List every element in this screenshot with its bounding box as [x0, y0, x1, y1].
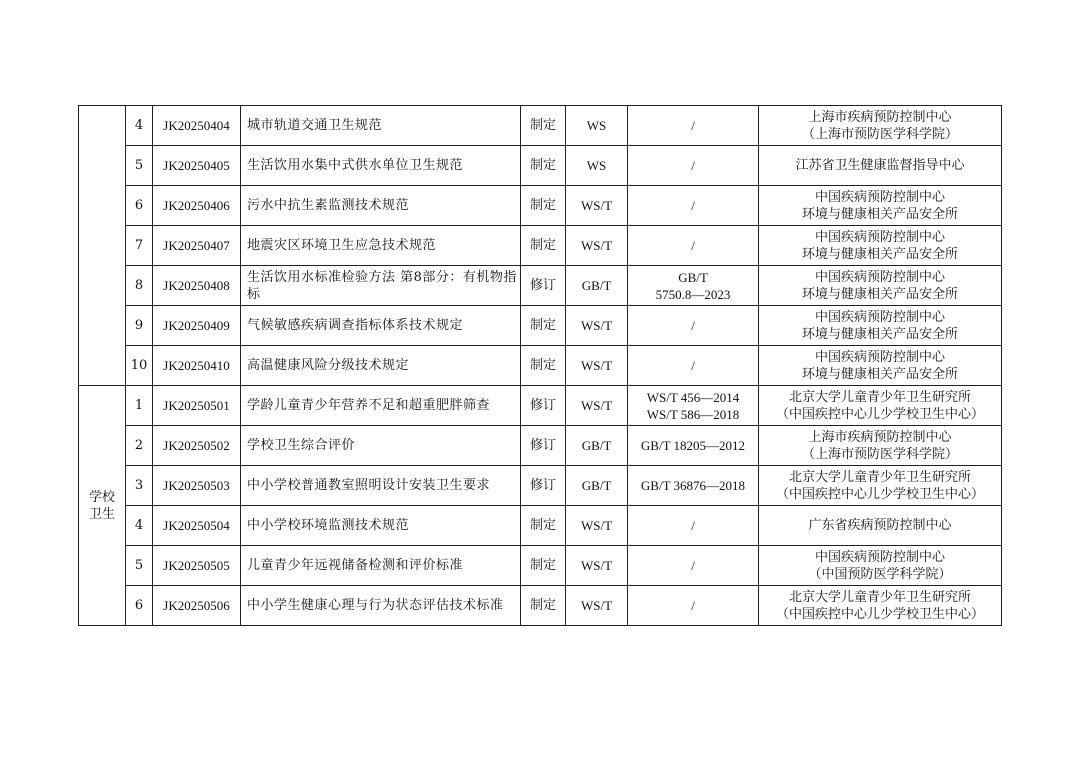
table-body: [79, 106, 1002, 626]
project-code: JK20250506: [153, 586, 241, 626]
revision-type: 制定: [521, 306, 566, 346]
organization-line: 环境与健康相关产品安全所: [801, 206, 958, 222]
replaced-standard: [628, 586, 759, 626]
standard-level: WS/T: [566, 506, 628, 546]
standard-name: 生活饮用水标准检验方法 第8部分：有机物指标: [241, 266, 521, 306]
replaced-standard-line: /: [691, 598, 695, 613]
replaced-standard: [628, 306, 759, 346]
standard-name: 中小学校普通教室照明设计安装卫生要求: [241, 466, 521, 506]
responsible-organization: [759, 266, 1002, 306]
organization-line: （中国疾控中心儿少学校卫生中心）: [775, 606, 984, 622]
replaced-standard-line: GB/T 36876—2018: [640, 478, 746, 493]
table-row: [79, 466, 1002, 506]
organization-line: 江苏省卫生健康监督指导中心: [795, 158, 965, 173]
project-code: JK20250501: [153, 386, 241, 426]
project-code: JK20250410: [153, 346, 241, 386]
responsible-organization: [759, 306, 1002, 346]
table-row: [79, 306, 1002, 346]
organization-line: 北京大学儿童青少年卫生研究所: [788, 469, 971, 485]
revision-type: 制定: [521, 546, 566, 586]
standard-name: 儿童青少年远视储备检测和评价标准: [241, 546, 521, 586]
project-code: JK20250503: [153, 466, 241, 506]
organization-line: （上海市预防医学科学院）: [801, 126, 958, 142]
revision-type: 制定: [521, 106, 566, 146]
replaced-standard-line: WS/T 586—2018: [646, 406, 740, 422]
responsible-organization: [759, 426, 1002, 466]
replaced-standard-line: GB/T 18205—2012: [640, 438, 746, 453]
standard-level: GB/T: [566, 266, 628, 306]
project-code: JK20250504: [153, 506, 241, 546]
table-row: [79, 146, 1002, 186]
replaced-standard-line: GB/T: [678, 269, 708, 285]
responsible-organization: [759, 506, 1002, 546]
organization-line: 广东省疾病预防控制中心: [808, 518, 952, 533]
organization-line: 中国疾病预防控制中心: [814, 269, 945, 285]
item-number: 4: [126, 106, 153, 146]
organization-line: 环境与健康相关产品安全所: [801, 326, 958, 342]
replaced-standard-line: /: [691, 558, 695, 573]
replaced-standard: [628, 466, 759, 506]
table-row: [79, 386, 1002, 426]
organization-line: 中国疾病预防控制中心: [814, 229, 945, 245]
replaced-standard: [628, 226, 759, 266]
category-cell: [79, 106, 126, 386]
project-code: JK20250502: [153, 426, 241, 466]
organization-line: 中国疾病预防控制中心: [814, 309, 945, 325]
standard-level: WS/T: [566, 346, 628, 386]
responsible-organization: [759, 386, 1002, 426]
replaced-standard-line: /: [691, 318, 695, 333]
item-number: 10: [126, 346, 153, 386]
organization-line: 中国疾病预防控制中心: [814, 189, 945, 205]
organization-line: （上海市预防医学科学院）: [801, 446, 958, 462]
standard-level: WS/T: [566, 186, 628, 226]
revision-type: 修订: [521, 386, 566, 426]
responsible-organization: [759, 106, 1002, 146]
replaced-standard: [628, 346, 759, 386]
item-number: 6: [126, 586, 153, 626]
project-code: JK20250409: [153, 306, 241, 346]
standard-level: WS: [566, 146, 628, 186]
organization-line: （中国疾控中心儿少学校卫生中心）: [775, 486, 984, 502]
replaced-standard-line: 5750.8—2023: [655, 286, 731, 302]
replaced-standard: [628, 266, 759, 306]
replaced-standard: [628, 106, 759, 146]
replaced-standard-line: /: [691, 198, 695, 213]
standard-name: 高温健康风险分级技术规定: [241, 346, 521, 386]
replaced-standard: [628, 186, 759, 226]
replaced-standard: [628, 426, 759, 466]
project-code: JK20250404: [153, 106, 241, 146]
organization-line: 环境与健康相关产品安全所: [801, 246, 958, 262]
responsible-organization: [759, 226, 1002, 266]
standard-name: 气候敏感疾病调查指标体系技术规定: [241, 306, 521, 346]
replaced-standard: [628, 546, 759, 586]
category-label-line: 学校: [88, 489, 115, 505]
organization-line: 环境与健康相关产品安全所: [801, 366, 958, 382]
organization-line: 中国疾病预防控制中心: [814, 349, 945, 365]
standard-name: 学校卫生综合评价: [241, 426, 521, 466]
standard-level: WS/T: [566, 226, 628, 266]
organization-line: （中国疾控中心儿少学校卫生中心）: [775, 406, 984, 422]
replaced-standard-line: WS/T 456—2014: [646, 389, 740, 405]
table-row: [79, 346, 1002, 386]
item-number: 8: [126, 266, 153, 306]
standard-name: 生活饮用水集中式供水单位卫生规范: [241, 146, 521, 186]
project-code: JK20250505: [153, 546, 241, 586]
revision-type: 修订: [521, 266, 566, 306]
table-row: [79, 506, 1002, 546]
organization-line: 上海市疾病预防控制中心: [808, 109, 952, 125]
standard-level: GB/T: [566, 466, 628, 506]
standards-table: [78, 105, 1002, 626]
item-number: 1: [126, 386, 153, 426]
project-code: JK20250406: [153, 186, 241, 226]
responsible-organization: [759, 466, 1002, 506]
project-code: JK20250405: [153, 146, 241, 186]
item-number: 2: [126, 426, 153, 466]
project-code: JK20250407: [153, 226, 241, 266]
revision-type: 制定: [521, 186, 566, 226]
responsible-organization: [759, 546, 1002, 586]
item-number: 9: [126, 306, 153, 346]
organization-line: 上海市疾病预防控制中心: [808, 429, 952, 445]
revision-type: 制定: [521, 226, 566, 266]
standard-level: WS/T: [566, 546, 628, 586]
category-cell: [79, 386, 126, 626]
item-number: 5: [126, 546, 153, 586]
standard-name: 城市轨道交通卫生规范: [241, 106, 521, 146]
replaced-standard: [628, 146, 759, 186]
item-number: 6: [126, 186, 153, 226]
item-number: 7: [126, 226, 153, 266]
revision-type: 制定: [521, 146, 566, 186]
responsible-organization: [759, 346, 1002, 386]
table-row: [79, 546, 1002, 586]
table-row: [79, 266, 1002, 306]
organization-line: 北京大学儿童青少年卫生研究所: [788, 389, 971, 405]
standard-name: 中小学校环境监测技术规范: [241, 506, 521, 546]
responsible-organization: [759, 146, 1002, 186]
responsible-organization: [759, 586, 1002, 626]
replaced-standard-line: /: [691, 118, 695, 133]
replaced-standard-line: /: [691, 518, 695, 533]
standard-level: WS/T: [566, 386, 628, 426]
item-number: 3: [126, 466, 153, 506]
item-number: 5: [126, 146, 153, 186]
standard-level: GB/T: [566, 426, 628, 466]
responsible-organization: [759, 186, 1002, 226]
organization-line: （中国预防医学科学院）: [808, 566, 952, 582]
revision-type: 制定: [521, 346, 566, 386]
organization-line: 北京大学儿童青少年卫生研究所: [788, 589, 971, 605]
standard-level: WS: [566, 106, 628, 146]
table-row: [79, 226, 1002, 266]
revision-type: 制定: [521, 506, 566, 546]
standard-name: 污水中抗生素监测技术规范: [241, 186, 521, 226]
revision-type: 修订: [521, 426, 566, 466]
standard-name: 地震灾区环境卫生应急技术规范: [241, 226, 521, 266]
standard-name: 学龄儿童青少年营养不足和超重肥胖筛查: [241, 386, 521, 426]
standard-level: WS/T: [566, 586, 628, 626]
replaced-standard-line: /: [691, 358, 695, 373]
item-number: 4: [126, 506, 153, 546]
organization-line: 环境与健康相关产品安全所: [801, 286, 958, 302]
project-code: JK20250408: [153, 266, 241, 306]
revision-type: 修订: [521, 466, 566, 506]
standard-name: 中小学生健康心理与行为状态评估技术标准: [241, 586, 521, 626]
replaced-standard-line: /: [691, 158, 695, 173]
table-row: [79, 426, 1002, 466]
organization-line: 中国疾病预防控制中心: [814, 549, 945, 565]
replaced-standard: [628, 386, 759, 426]
table-row: [79, 106, 1002, 146]
category-label-line: 卫生: [88, 506, 115, 522]
replaced-standard-line: /: [691, 238, 695, 253]
table-row: [79, 586, 1002, 626]
standard-level: WS/T: [566, 306, 628, 346]
revision-type: 制定: [521, 586, 566, 626]
replaced-standard: [628, 506, 759, 546]
table-row: [79, 186, 1002, 226]
